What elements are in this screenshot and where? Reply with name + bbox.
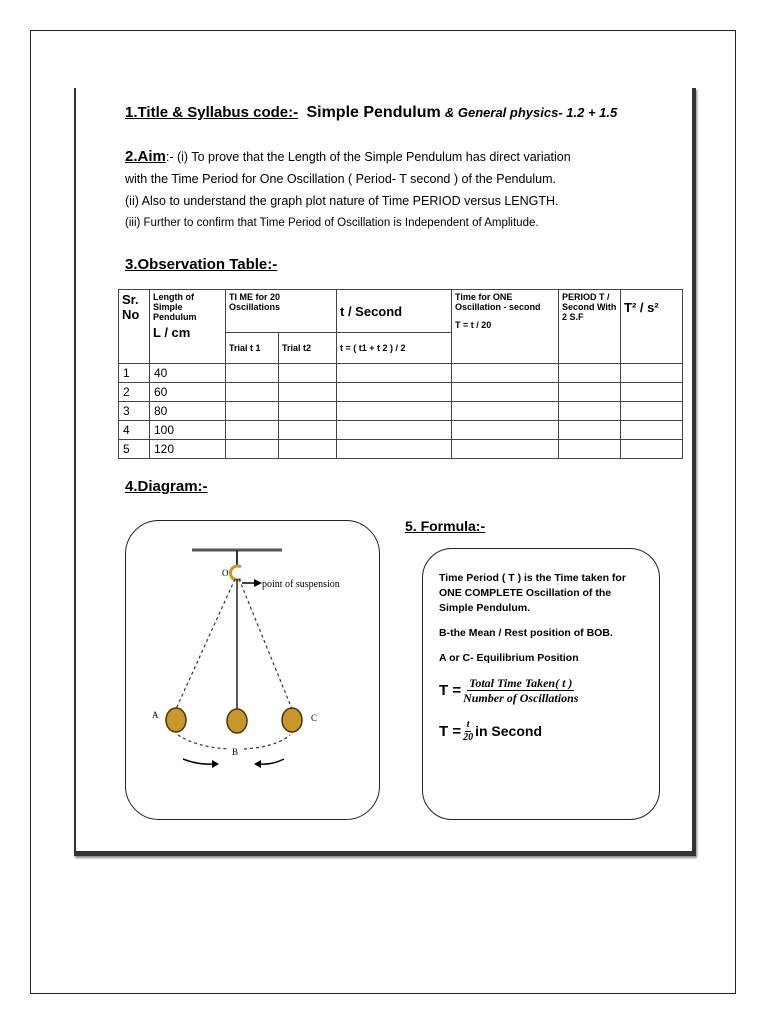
header-time20: TI ME for 20 Oscillations [226,290,337,333]
cell-empty [621,421,683,440]
header-length-unit: L / cm [153,325,191,340]
syllabus-code: & General physics- 1.2 + 1.5 [444,105,618,120]
cell-empty [621,440,683,459]
cell-empty [559,440,621,459]
label-b: B [232,747,239,757]
cell-empty [452,402,559,421]
table-row [119,440,683,459]
formula-definition: Time Period ( T ) is the Time taken for ONE COMPLETE Oscillation of the Simple Pendulum. [439,572,626,614]
point-o-label: O [222,568,229,578]
label-a: A [152,710,159,720]
cell-sr: 3 [119,402,150,421]
eq2-numerator: t [466,719,470,730]
cell-empty [279,402,337,421]
pendulum-diagram [126,521,381,821]
cell-sr: 5 [119,440,150,459]
observation-table [118,289,683,459]
cell-length: 60 [150,383,226,402]
cell-sr: 1 [119,364,150,383]
table-row [119,364,683,383]
arrow-left-line [260,759,284,764]
eq2-fraction [463,719,473,744]
cell-empty [337,383,452,402]
table-row [119,421,683,440]
cell-empty [337,364,452,383]
formula-box [422,548,660,820]
bob-c [282,708,302,732]
cell-empty [226,383,279,402]
cell-empty [226,421,279,440]
bob-a [166,708,186,732]
cell-length: 40 [150,364,226,383]
suspension-arrow-icon [254,579,262,587]
cell-empty [337,421,452,440]
cell-empty [279,364,337,383]
aim-line-4: (iii) Further to confirm that Time Period of Oscillation is Independent of Amplitude. [125,217,539,229]
formula-heading: 5. Formula:- [405,518,486,534]
diagram-box [125,520,380,820]
cell-length: 100 [150,421,226,440]
cell-sr: 2 [119,383,150,402]
header-length-text: Length of Simple Pendulum [153,292,197,322]
hook-icon [230,566,241,580]
eq1-fraction [463,676,578,705]
swing-arc-right [244,735,290,749]
header-trial1: Trial t 1 [226,333,279,364]
cell-length: 80 [150,402,226,421]
header-one-oscillation [452,290,559,364]
table-header-row [119,290,683,333]
cell-empty [226,364,279,383]
cell-empty [559,421,621,440]
cell-empty [559,402,621,421]
title-line [125,104,617,122]
diagram-heading: 4.Diagram:- [125,478,208,495]
eq2-lhs: T = [439,723,462,740]
formula-mean-position: B-the Mean / Rest position of BOB. [439,627,613,639]
cell-empty [621,364,683,383]
formula-equilibrium: A or C- Equilibrium Position [439,652,579,664]
observation-heading: 3.Observation Table:- [125,256,278,273]
aim-line-2: with the Time Period for One Oscillation ( Period- T second ) of the Pendulum. [125,172,556,186]
aim-line-3: (ii) Also to understand the graph plot nature of Time PERIOD versus LENGTH. [125,194,559,208]
header-t-formula: t = ( t1 + t 2 ) / 2 [337,333,452,364]
arrow-left-icon [254,760,261,768]
title-label: 1.Title & Syllabus code:- [125,104,299,121]
aim-line-1: :- (i) To prove that the Length of the Simple Pendulum has direct variation [165,150,571,164]
arrow-right-icon [212,760,219,768]
cell-sr: 4 [119,421,150,440]
title-name: Simple Pendulum [306,104,441,121]
arrow-right-line [183,759,213,764]
bob-b [227,709,247,733]
cell-empty [452,383,559,402]
formula-equation-1 [439,676,645,705]
string-position-a [176,579,235,709]
cell-empty [279,440,337,459]
header-sr: Sr. No [119,290,150,364]
eq1-numerator: Total Time Taken( t ) [469,676,573,690]
header-t-squared: T² / s² [621,290,683,364]
eq1-lhs: T = [439,682,462,699]
eq2-denominator: 20 [463,732,474,743]
cell-empty [226,402,279,421]
header-one-osc-formula: T = t / 20 [455,320,492,330]
suspension-label: point of suspension [262,579,340,590]
cell-empty [337,402,452,421]
table-row [119,383,683,402]
aim-section [125,146,655,234]
string-position-c [239,579,292,709]
cell-empty [279,421,337,440]
swing-arc-left [178,735,229,749]
cell-empty [621,402,683,421]
formula-equation-2 [439,719,645,744]
cell-empty [559,383,621,402]
cell-empty [559,364,621,383]
cell-empty [452,440,559,459]
label-c: C [311,713,318,723]
eq2-tail: in Second [475,723,542,739]
header-length [150,290,226,364]
cell-empty [226,440,279,459]
table-row [119,402,683,421]
header-period: PERIOD T / Second With 2 S.F [559,290,621,364]
eq1-denominator: Number of Oscillations [463,691,579,705]
header-trial2: Trial t2 [279,333,337,364]
cell-length: 120 [150,440,226,459]
header-t-second: t / Second [337,290,452,333]
header-one-osc-text: Time for ONE Oscillation - second [455,292,541,312]
cell-empty [452,364,559,383]
cell-empty [621,383,683,402]
cell-empty [279,383,337,402]
cell-empty [452,421,559,440]
cell-empty [337,440,452,459]
aim-heading: 2.Aim [125,148,166,165]
